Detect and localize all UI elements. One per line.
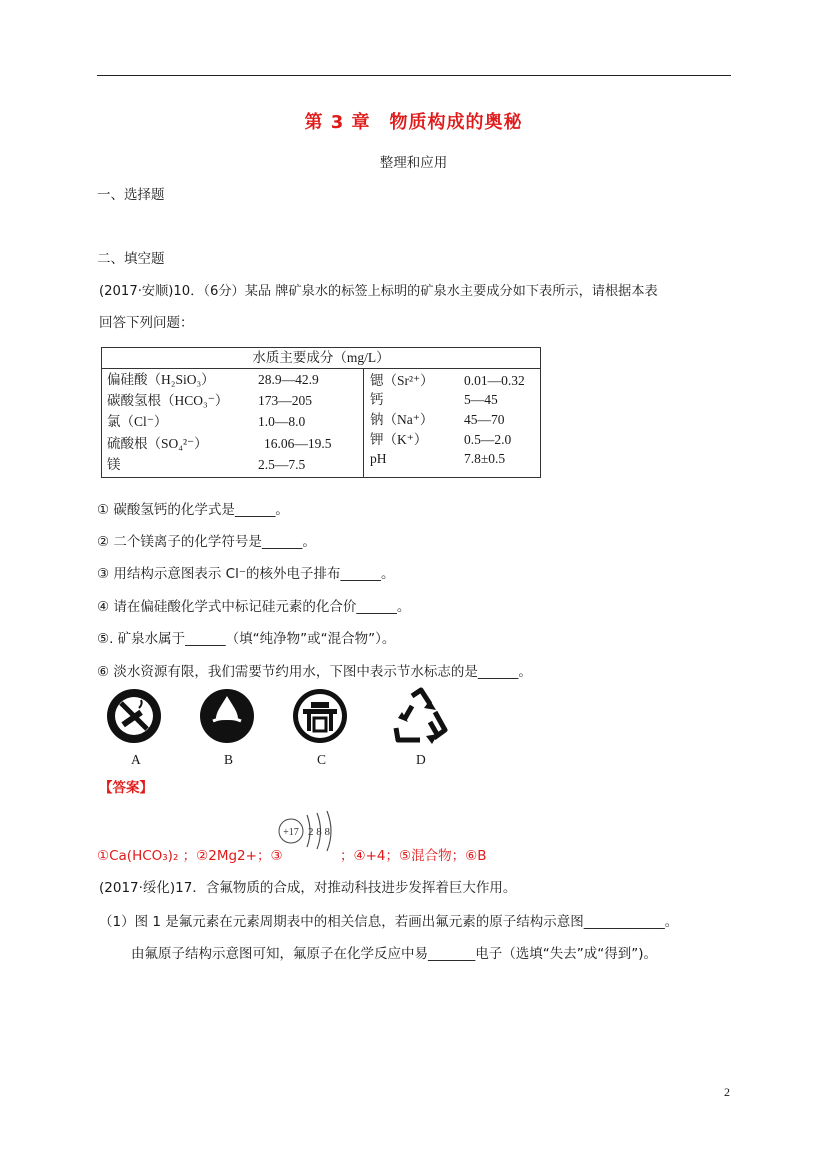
answer-part-2: ；④+4；⑤混合物；⑥B — [340, 848, 487, 864]
atom-structure-diagram — [276, 807, 338, 863]
nucleus-label: +17 — [283, 827, 299, 838]
table-cell-value: 173—205 — [258, 393, 312, 408]
table-cell-name: 硫酸根（SO₄²⁻） — [107, 436, 208, 451]
page-number: 2 — [724, 1085, 730, 1099]
no-smoking-icon — [106, 688, 162, 744]
recycle-icon — [390, 686, 452, 746]
table-cell-name: pH — [370, 451, 387, 466]
sub-question: ② 二个镁离子的化学符号是______。 — [97, 534, 316, 550]
table-cell-value: 0.5—2.0 — [464, 432, 512, 447]
table-cell-name: 镁 — [107, 457, 121, 472]
icon-label: C — [317, 752, 327, 767]
chapter-subtitle: 整理和应用 — [379, 155, 448, 171]
question-1-line-1: (2017·安顺)10．（6分）某品 牌矿泉水的标签上标明的矿泉水主要成分如下表所示，请根据本表 — [99, 284, 658, 299]
sub-question: ⑤. 矿泉水属于______（填“纯净物”或“混合物”）。 — [97, 631, 396, 647]
question-2-line-2: （1）图 1 是氟元素在元素周期表中的相关信息，若画出氟元素的原子结构示意图____________。 — [99, 914, 679, 930]
header-rule — [97, 75, 731, 76]
answer-part-1: ①Ca(HCO₃)₂ ；②2Mg2+；③ — [97, 848, 283, 864]
icon-label: D — [416, 752, 426, 767]
icon-label: A — [131, 752, 141, 767]
table-cell-value: 45—70 — [464, 412, 505, 427]
table-cell-value: 28.9—42.9 — [258, 372, 319, 387]
table-column-divider — [363, 368, 364, 477]
table-cell-name: 钙 — [370, 392, 384, 407]
building-icon — [292, 688, 348, 744]
sub-question: ⑥ 淡水资源有限，我们需要节约用水，下图中表示节水标志的是______。 — [97, 664, 532, 680]
table-cell-value: 5—45 — [464, 392, 498, 407]
section-heading-fill: 二、填空题 — [97, 251, 165, 267]
table-cell-value: 2.5—7.5 — [258, 457, 306, 472]
table-cell-name: 钾（K⁺） — [370, 432, 428, 447]
icon-label: B — [224, 752, 234, 767]
shell-electrons-label: 2 8 8 — [308, 826, 330, 838]
mineral-table — [101, 347, 541, 478]
chapter-title: 第 3 章 物质构成的奥秘 — [304, 112, 523, 133]
table-cell-name: 碳酸氢根（HCO₃⁻） — [107, 393, 229, 408]
table-header: 水质主要成分（mg/L） — [102, 348, 540, 369]
sub-question: ① 碳酸氢钙的化学式是______。 — [97, 502, 289, 518]
question-1-line-2: 回答下列问题： — [99, 315, 194, 331]
water-drop-icon — [199, 688, 255, 744]
sub-question: ③ 用结构示意图表示 Cl⁻的核外电子排布______。 — [97, 566, 395, 582]
answer-label: 【答案】 — [99, 780, 153, 796]
table-cell-name: 钠（Na⁺） — [370, 412, 434, 427]
table-cell-name: 偏硅酸（H₂SiO₃） — [107, 372, 215, 387]
table-cell-name: 氯（Cl⁻） — [107, 414, 168, 429]
question-2-line-3: 由氟原子结构示意图可知，氟原子在化学反应中易_______电子（选填“失去”成“得到”)。 — [131, 946, 657, 962]
table-cell-value: 0.01—0.32 — [464, 373, 525, 388]
question-2-line-1: (2017·绥化)17．含氟物质的合成，对推动科技进步发挥着巨大作用。 — [99, 880, 517, 896]
table-cell-name: 锶（Sr²⁺） — [370, 373, 434, 388]
table-cell-value: 16.06—19.5 — [264, 436, 332, 451]
section-heading-choice: 一、选择题 — [97, 187, 165, 203]
table-cell-value: 7.8±0.5 — [464, 451, 506, 466]
sub-question: ④ 请在偏硅酸化学式中标记硅元素的化合价______。 — [97, 599, 411, 615]
table-cell-value: 1.0—8.0 — [258, 414, 306, 429]
